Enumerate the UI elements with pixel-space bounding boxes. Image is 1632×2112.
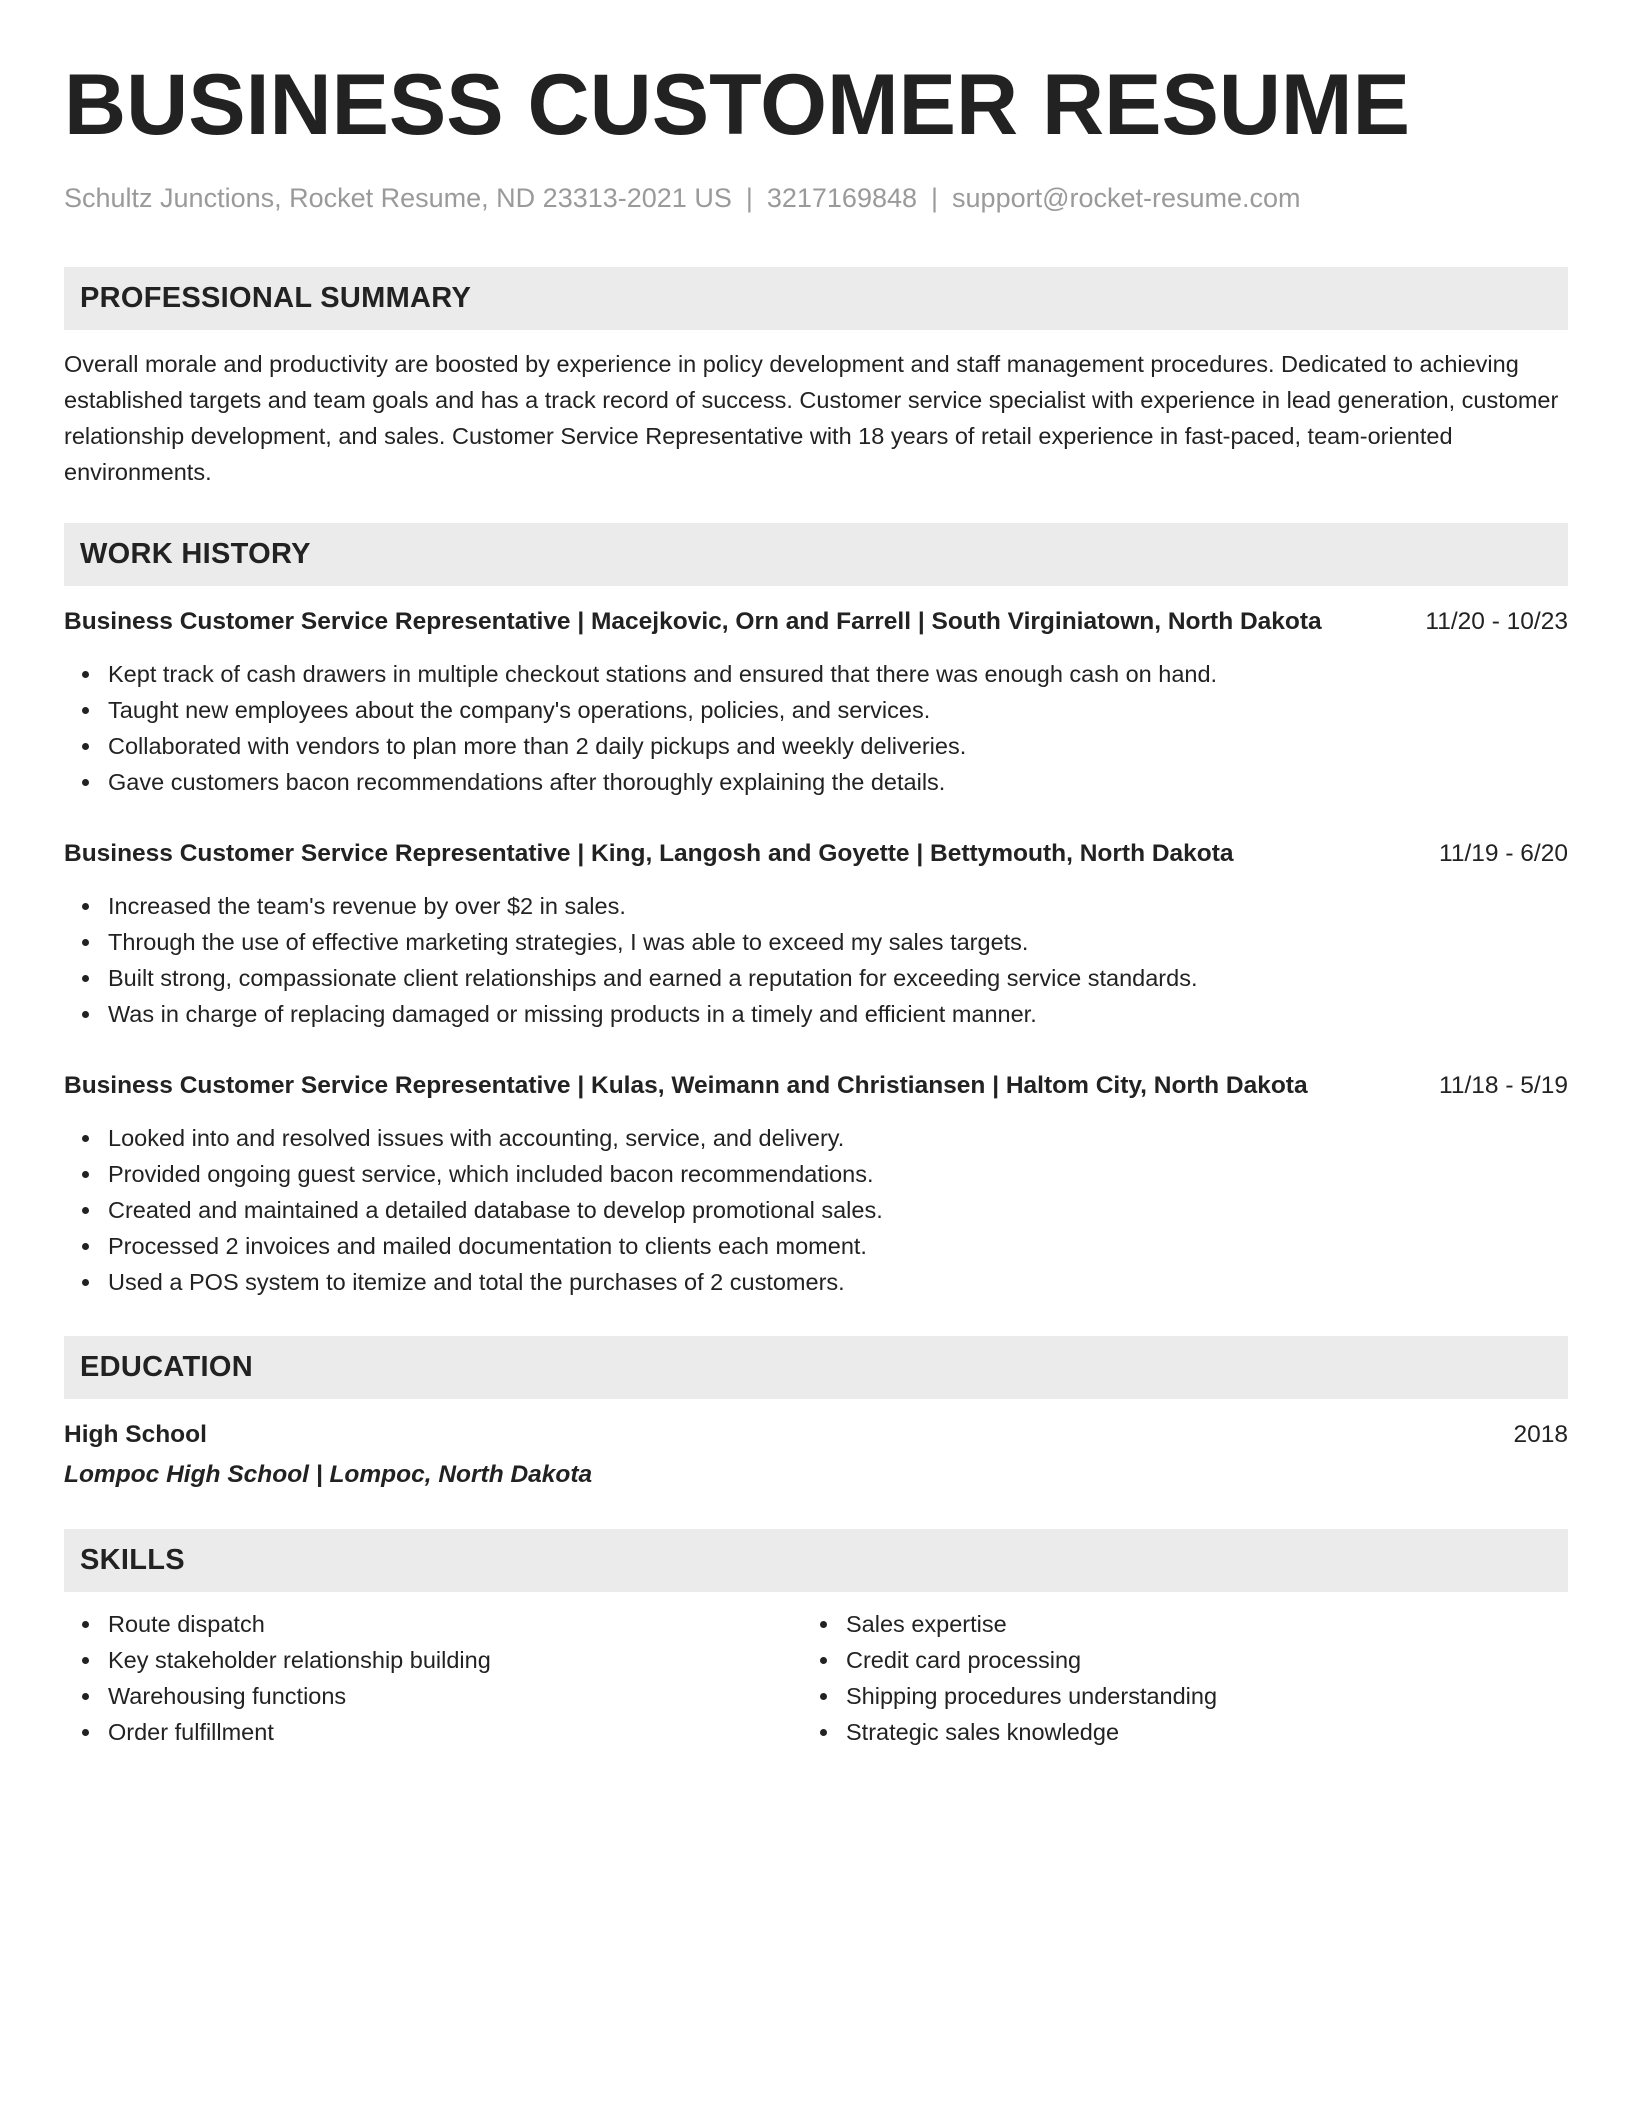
skills-list xyxy=(64,1606,802,1750)
education-degree: High School xyxy=(64,1421,207,1448)
section-header-education: EDUCATION xyxy=(64,1336,1568,1399)
job-title: Business Customer Service Representative | King, Langosh and Goyette | Bettymouth, North Dakota xyxy=(64,840,1234,867)
job-dates: 11/18 - 5/19 xyxy=(1439,1072,1568,1099)
job-title-row xyxy=(64,1070,1568,1102)
job-bullet: Collaborated with vendors to plan more than 2 daily pickups and weekly deliveries. xyxy=(108,728,1568,764)
section-header-summary: PROFESSIONAL SUMMARY xyxy=(64,267,1568,330)
job-bullets xyxy=(64,888,1568,1032)
job-title: Business Customer Service Representative | Kulas, Weimann and Christiansen | Haltom City, North Dakota xyxy=(64,1072,1308,1099)
job-bullet: Gave customers bacon recommendations after thoroughly explaining the details. xyxy=(108,764,1568,800)
contact-address: Schultz Junctions, Rocket Resume, ND 23313-2021 US xyxy=(64,183,732,213)
job-bullets xyxy=(64,656,1568,800)
job-entry xyxy=(64,1070,1568,1300)
skills-grid xyxy=(64,1606,1568,1750)
section-header-skills: SKILLS xyxy=(64,1529,1568,1592)
job-dates: 11/20 - 10/23 xyxy=(1425,608,1568,635)
education-row xyxy=(64,1419,1568,1451)
job-bullet: Provided ongoing guest service, which included bacon recommendations. xyxy=(108,1156,1568,1192)
skill-item: Strategic sales knowledge xyxy=(846,1714,1540,1750)
job-title-row xyxy=(64,838,1568,870)
contact-email: support@rocket-resume.com xyxy=(952,183,1301,213)
job-bullet: Was in charge of replacing damaged or missing products in a timely and efficient manner. xyxy=(108,996,1568,1032)
job-bullet: Increased the team's revenue by over $2 in sales. xyxy=(108,888,1568,924)
skill-item: Order fulfillment xyxy=(108,1714,802,1750)
skills-column-left xyxy=(64,1606,802,1750)
education-year: 2018 xyxy=(1513,1421,1568,1448)
contact-separator: | xyxy=(745,183,753,213)
job-entry xyxy=(64,838,1568,1032)
job-title-row xyxy=(64,606,1568,638)
skill-item: Sales expertise xyxy=(846,1606,1540,1642)
skill-item: Route dispatch xyxy=(108,1606,802,1642)
summary-text: Overall morale and productivity are boosted by experience in policy development and staff management procedures. Dedicated to achieving established targets and team goals and has a track record of success. Customer service specialist with experience in lead generation, customer relationship development, and sales. Customer Service Representative with 18 years of retail experience in fast-paced, team-oriented environments. xyxy=(64,351,1559,485)
job-bullet: Through the use of effective marketing strategies, I was able to exceed my sales targets. xyxy=(108,924,1568,960)
job-bullet: Processed 2 invoices and mailed documentation to clients each moment. xyxy=(108,1228,1568,1264)
job-bullets xyxy=(64,1120,1568,1300)
job-bullet: Built strong, compassionate client relationships and earned a reputation for exceeding service standards. xyxy=(108,960,1568,996)
skills-list xyxy=(802,1606,1540,1750)
job-bullet: Created and maintained a detailed database to develop promotional sales. xyxy=(108,1192,1568,1228)
job-dates: 11/19 - 6/20 xyxy=(1439,840,1568,867)
job-bullet: Used a POS system to itemize and total the purchases of 2 customers. xyxy=(108,1264,1568,1300)
education-school: Lompoc High School | Lompoc, North Dakota xyxy=(64,1461,593,1488)
resume-title: BUSINESS CUSTOMER RESUME xyxy=(64,57,1410,153)
section-header-work-history: WORK HISTORY xyxy=(64,523,1568,586)
job-title: Business Customer Service Representative | Macejkovic, Orn and Farrell | South Virginiatown, North Dakota xyxy=(64,608,1322,635)
job-entry xyxy=(64,606,1568,800)
contact-phone: 3217169848 xyxy=(766,183,918,213)
contact-separator: | xyxy=(931,183,939,213)
contact-line xyxy=(64,182,1568,214)
skill-item: Warehousing functions xyxy=(108,1678,802,1714)
skills-column-right xyxy=(802,1606,1540,1750)
job-bullet: Kept track of cash drawers in multiple checkout stations and ensured that there was enough cash on hand. xyxy=(108,656,1568,692)
skill-item: Shipping procedures understanding xyxy=(846,1678,1540,1714)
job-bullet: Taught new employees about the company's operations, policies, and services. xyxy=(108,692,1568,728)
job-bullet: Looked into and resolved issues with accounting, service, and delivery. xyxy=(108,1120,1568,1156)
skill-item: Credit card processing xyxy=(846,1642,1540,1678)
skill-item: Key stakeholder relationship building xyxy=(108,1642,802,1678)
